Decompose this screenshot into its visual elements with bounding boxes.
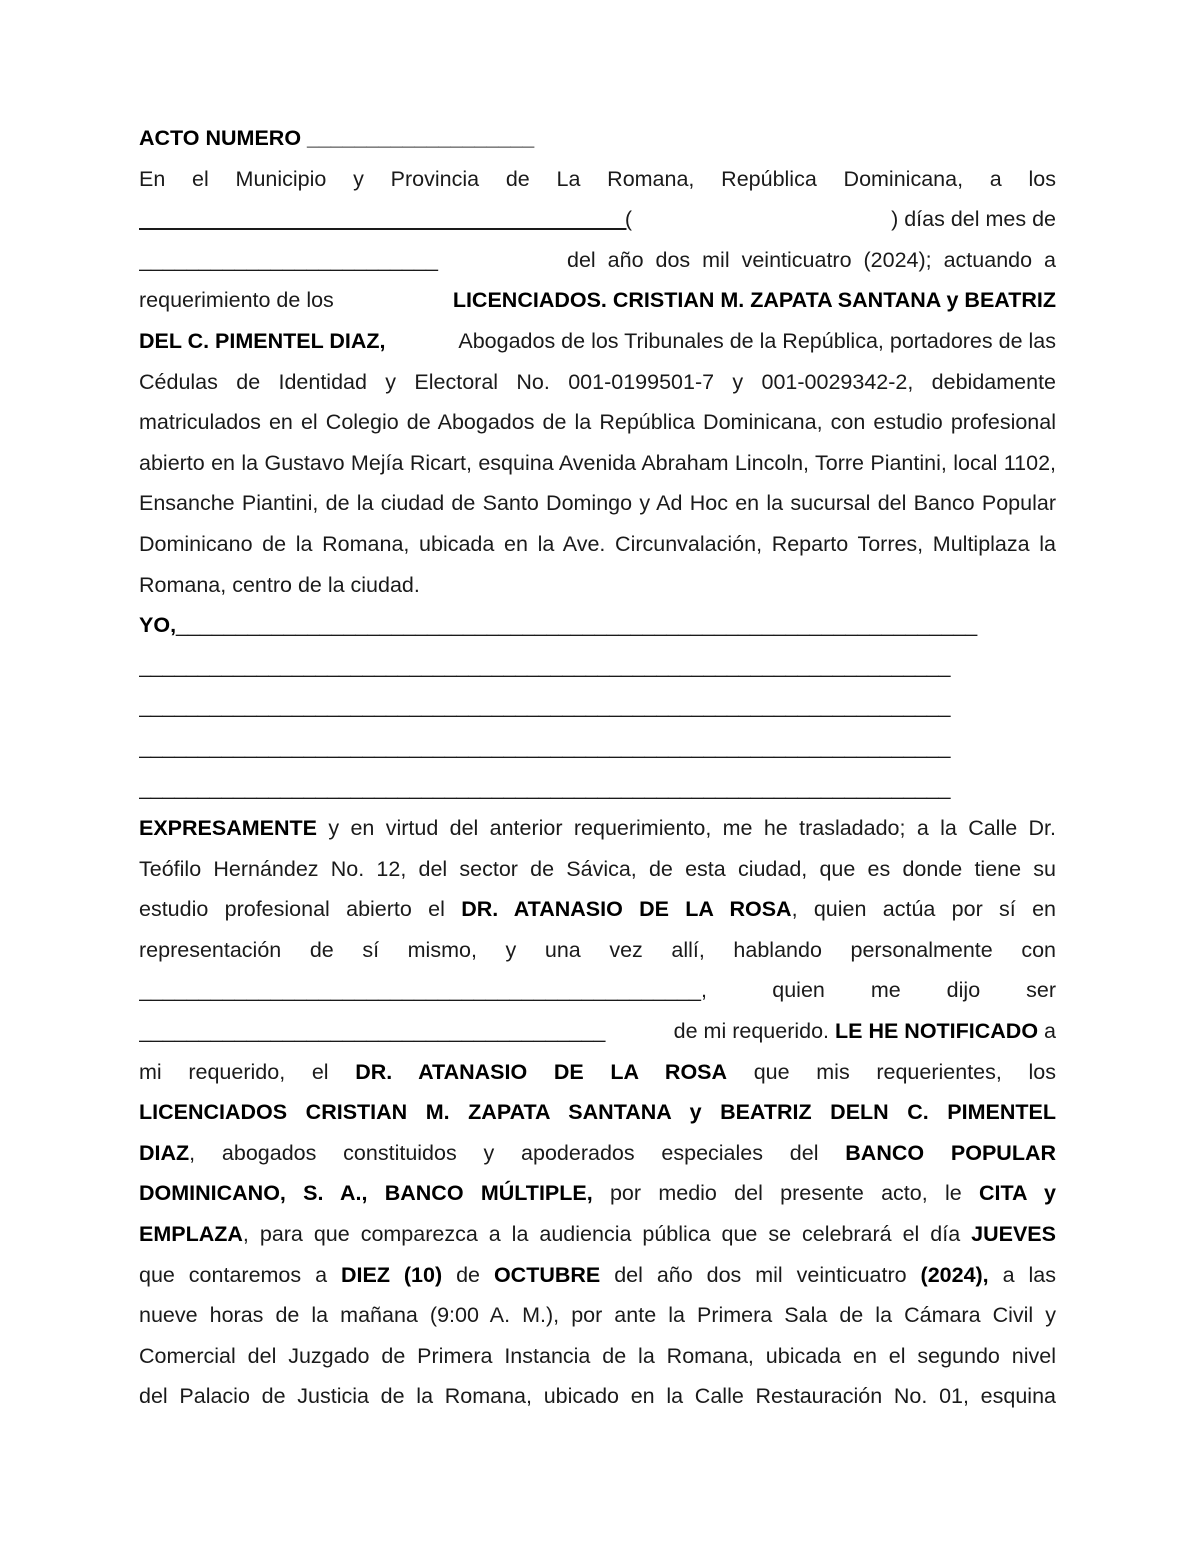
blank-line-2: _____________________________________________________________________ [139, 694, 951, 719]
yo-label: YO, [139, 613, 177, 638]
notificado-label: LE HE NOTIFICADO [835, 1019, 1039, 1044]
exp-line-15: del Palacio de Justicia de la Romana, ubicado en la Calle Restauración No. 01, esquina [139, 1384, 1056, 1409]
days-suffix: ) días del mes de [891, 207, 1056, 232]
exp-line-11 [139, 1214, 1056, 1255]
exp-text-3c: , quien actúa por sí en [791, 897, 1056, 922]
exp-text-9b: , abogados constituidos y apoderados especiales del [189, 1140, 846, 1165]
exp-text-6d: a [1038, 1019, 1056, 1044]
exp-line-12 [139, 1255, 1056, 1296]
document-page [139, 118, 1056, 1417]
blank-line-4: _____________________________________________________________________ [139, 775, 951, 800]
banco-label: BANCO POPULAR [845, 1140, 1056, 1165]
yo-line [139, 605, 1056, 646]
atanasio-name-1: DR. ATANASIO DE LA ROSA [461, 897, 792, 922]
exp-line-13: nueve horas de la mañana (9:00 A. M.), por ante la Primera Sala de la Cámara Civil y [139, 1303, 1056, 1328]
exp-line-6 [139, 1011, 1056, 1052]
atanasio-name-2: DR. ATANASIO DE LA ROSA [355, 1059, 728, 1084]
exp-text-12e: del año dos mil veinticuatro [600, 1262, 921, 1287]
intro-line-2 [139, 199, 1056, 240]
intro-line-5 [139, 321, 1056, 362]
exp-line-5 [139, 970, 1056, 1011]
intro-line-1: En el Municipio y Provincia de La Romana, República Dominicana, a los [139, 166, 1056, 191]
exp-text-10b: por medio del presente acto, le [592, 1181, 979, 1206]
exp-line-1 [139, 808, 1056, 849]
exp-text-12a: que contaremos a [139, 1262, 341, 1287]
exp-text-12c: de [442, 1262, 494, 1287]
intro-line-3 [139, 240, 1056, 281]
days-blank: _______________________________________( [139, 207, 633, 232]
licenciados-names: LICENCIADOS. CRISTIAN M. ZAPATA SANTANA y BEATRIZ [452, 288, 1056, 313]
intro-paragraph-rest: Cédulas de Identidad y Electoral No. 001-0199501-7 y 001-0029342-2, debidamente matriculados en el Colegio de Abogados de la República Dominicana, con estudio profesional abierto en la Gustavo Mejía Ricart, esquina Avenida Abraham Lincoln, Torre Piantini, local 1102, Ensanche Piantini, de la ciudad de Santo Domingo y Ad Hoc en la sucursal del Banco Popular Dominicano de la Romana, ubicada en la Ave. Circunvalación, Reparto Torres, Multiplaza la Romana, centro de la ciudad. [139, 369, 1056, 597]
document-title: ACTO NUMERO ___________________ [139, 126, 535, 150]
octubre-label: OCTUBRE [493, 1262, 601, 1287]
exp-text-6b: de mi requerido. [673, 1019, 835, 1044]
year-text: del año dos mil veinticuatro (2024); actuando a [567, 247, 1056, 272]
exp-line-7 [139, 1052, 1056, 1093]
year-label: (2024), [920, 1262, 989, 1287]
emplaza-label: EMPLAZA [139, 1222, 243, 1247]
intro-line-4 [139, 280, 1056, 321]
interlocutor-blank: _______________________________________________, [139, 978, 707, 1003]
exp-line-2: Teófilo Hernández No. 12, del sector de Sávica, de esta ciudad, que es donde tiene su [139, 856, 1056, 881]
abogados-text: Abogados de los Tribunales de la República, portadores de las [458, 328, 1056, 353]
jueves-label: JUEVES [971, 1222, 1056, 1247]
exp-text-7a: mi requerido, el [139, 1059, 356, 1084]
exp-line-10 [139, 1173, 1056, 1214]
requerimiento-text: requerimiento de los [139, 288, 334, 313]
banco-name: DOMINICANO, S. A., BANCO MÚLTIPLE, [139, 1181, 593, 1206]
exp-line-8 [139, 1092, 1056, 1133]
exp-text-1: y en virtud del anterior requerimiento, me he trasladado; a la Calle Dr. [317, 816, 1056, 841]
cita-label: CITA y [978, 1181, 1056, 1206]
diez-label: DIEZ (10) [340, 1262, 443, 1287]
exp-text-6 [674, 1011, 1056, 1052]
exp-text-12g: a las [988, 1262, 1056, 1287]
exp-text-3a: estudio profesional abierto el [139, 897, 462, 922]
expresamente-label: EXPRESAMENTE [139, 816, 318, 841]
yo-blank: ___________________________________________________________________ [176, 613, 978, 638]
blank-line-3: _____________________________________________________________________ [139, 734, 951, 759]
relation-blank: _______________________________________ [139, 1019, 606, 1044]
diaz-label: DIAZ [139, 1140, 190, 1165]
exp-line-3 [139, 889, 1056, 930]
exp-text-11b: , para que comparezca a la audiencia pública que se celebrará el día [242, 1222, 972, 1247]
exp-line-14: Comercial del Juzgado de Primera Instancia de la Romana, ubicada en el segundo nivel [139, 1343, 1056, 1368]
exp-line-4: representación de sí mismo, y una vez allí, hablando personalmente con [139, 937, 1056, 962]
licenciados-names-2: LICENCIADOS CRISTIAN M. ZAPATA SANTANA y BEATRIZ DELN C. PIMENTEL [139, 1100, 1056, 1125]
exp-line-9 [139, 1133, 1056, 1174]
exp-text-7c: que mis requerientes, los [727, 1059, 1056, 1084]
exp-text-5b: quien me dijo ser [772, 978, 1056, 1003]
blank-line-1: _____________________________________________________________________ [139, 653, 951, 678]
licenciados-names-cont: DEL C. PIMENTEL DIAZ, [139, 328, 386, 353]
month-blank: _________________________ [139, 247, 438, 272]
